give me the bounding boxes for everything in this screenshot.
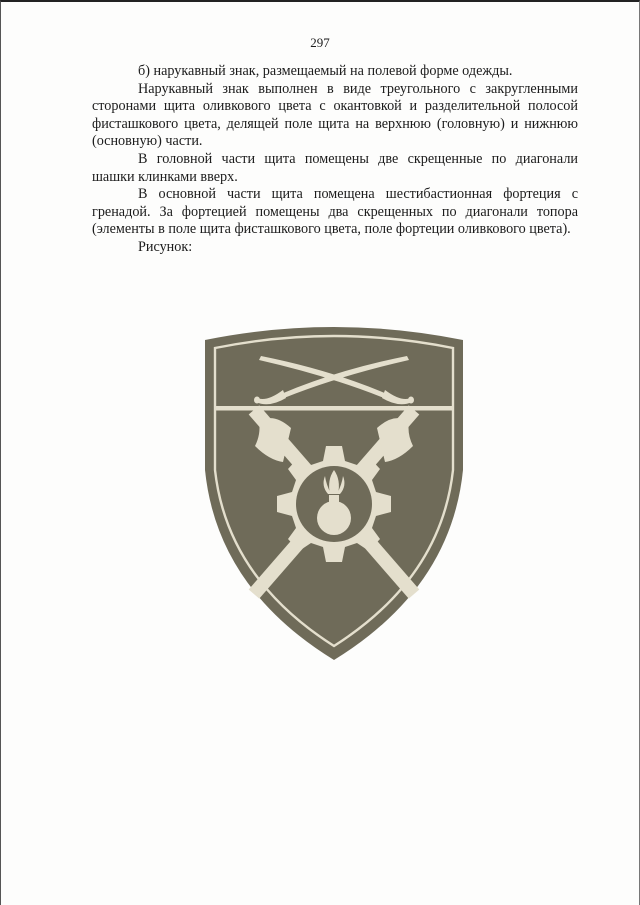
paragraph: В основной части щита помещена шестибастионная фортеция с гренадой. За фортецией помещены два скрещенных по диагонали топора (элементы в поле щита фисташкового цвета, поле фортеции оливкового цвета). <box>92 186 578 238</box>
paragraph: В головной части щита помещены две скрещенные по диагонали шашки клинками вверх. <box>92 150 578 185</box>
paragraph: Нарукавный знак выполнен в виде треугольного с закругленными сторонами щита оливкового цвета с окантовкой и разделительной полосой фисташкового цвета, делящей поле щита на верхнюю (головную) и нижнюю (основную) части. <box>92 80 578 150</box>
paragraph: б) нарукавный знак, размещаемый на полевой форме одежды. <box>138 63 513 79</box>
body-text <box>92 63 578 257</box>
page-number: 297 <box>310 35 330 50</box>
figure-caption: Рисунок: <box>138 238 193 255</box>
sleeve-insignia <box>203 320 465 662</box>
